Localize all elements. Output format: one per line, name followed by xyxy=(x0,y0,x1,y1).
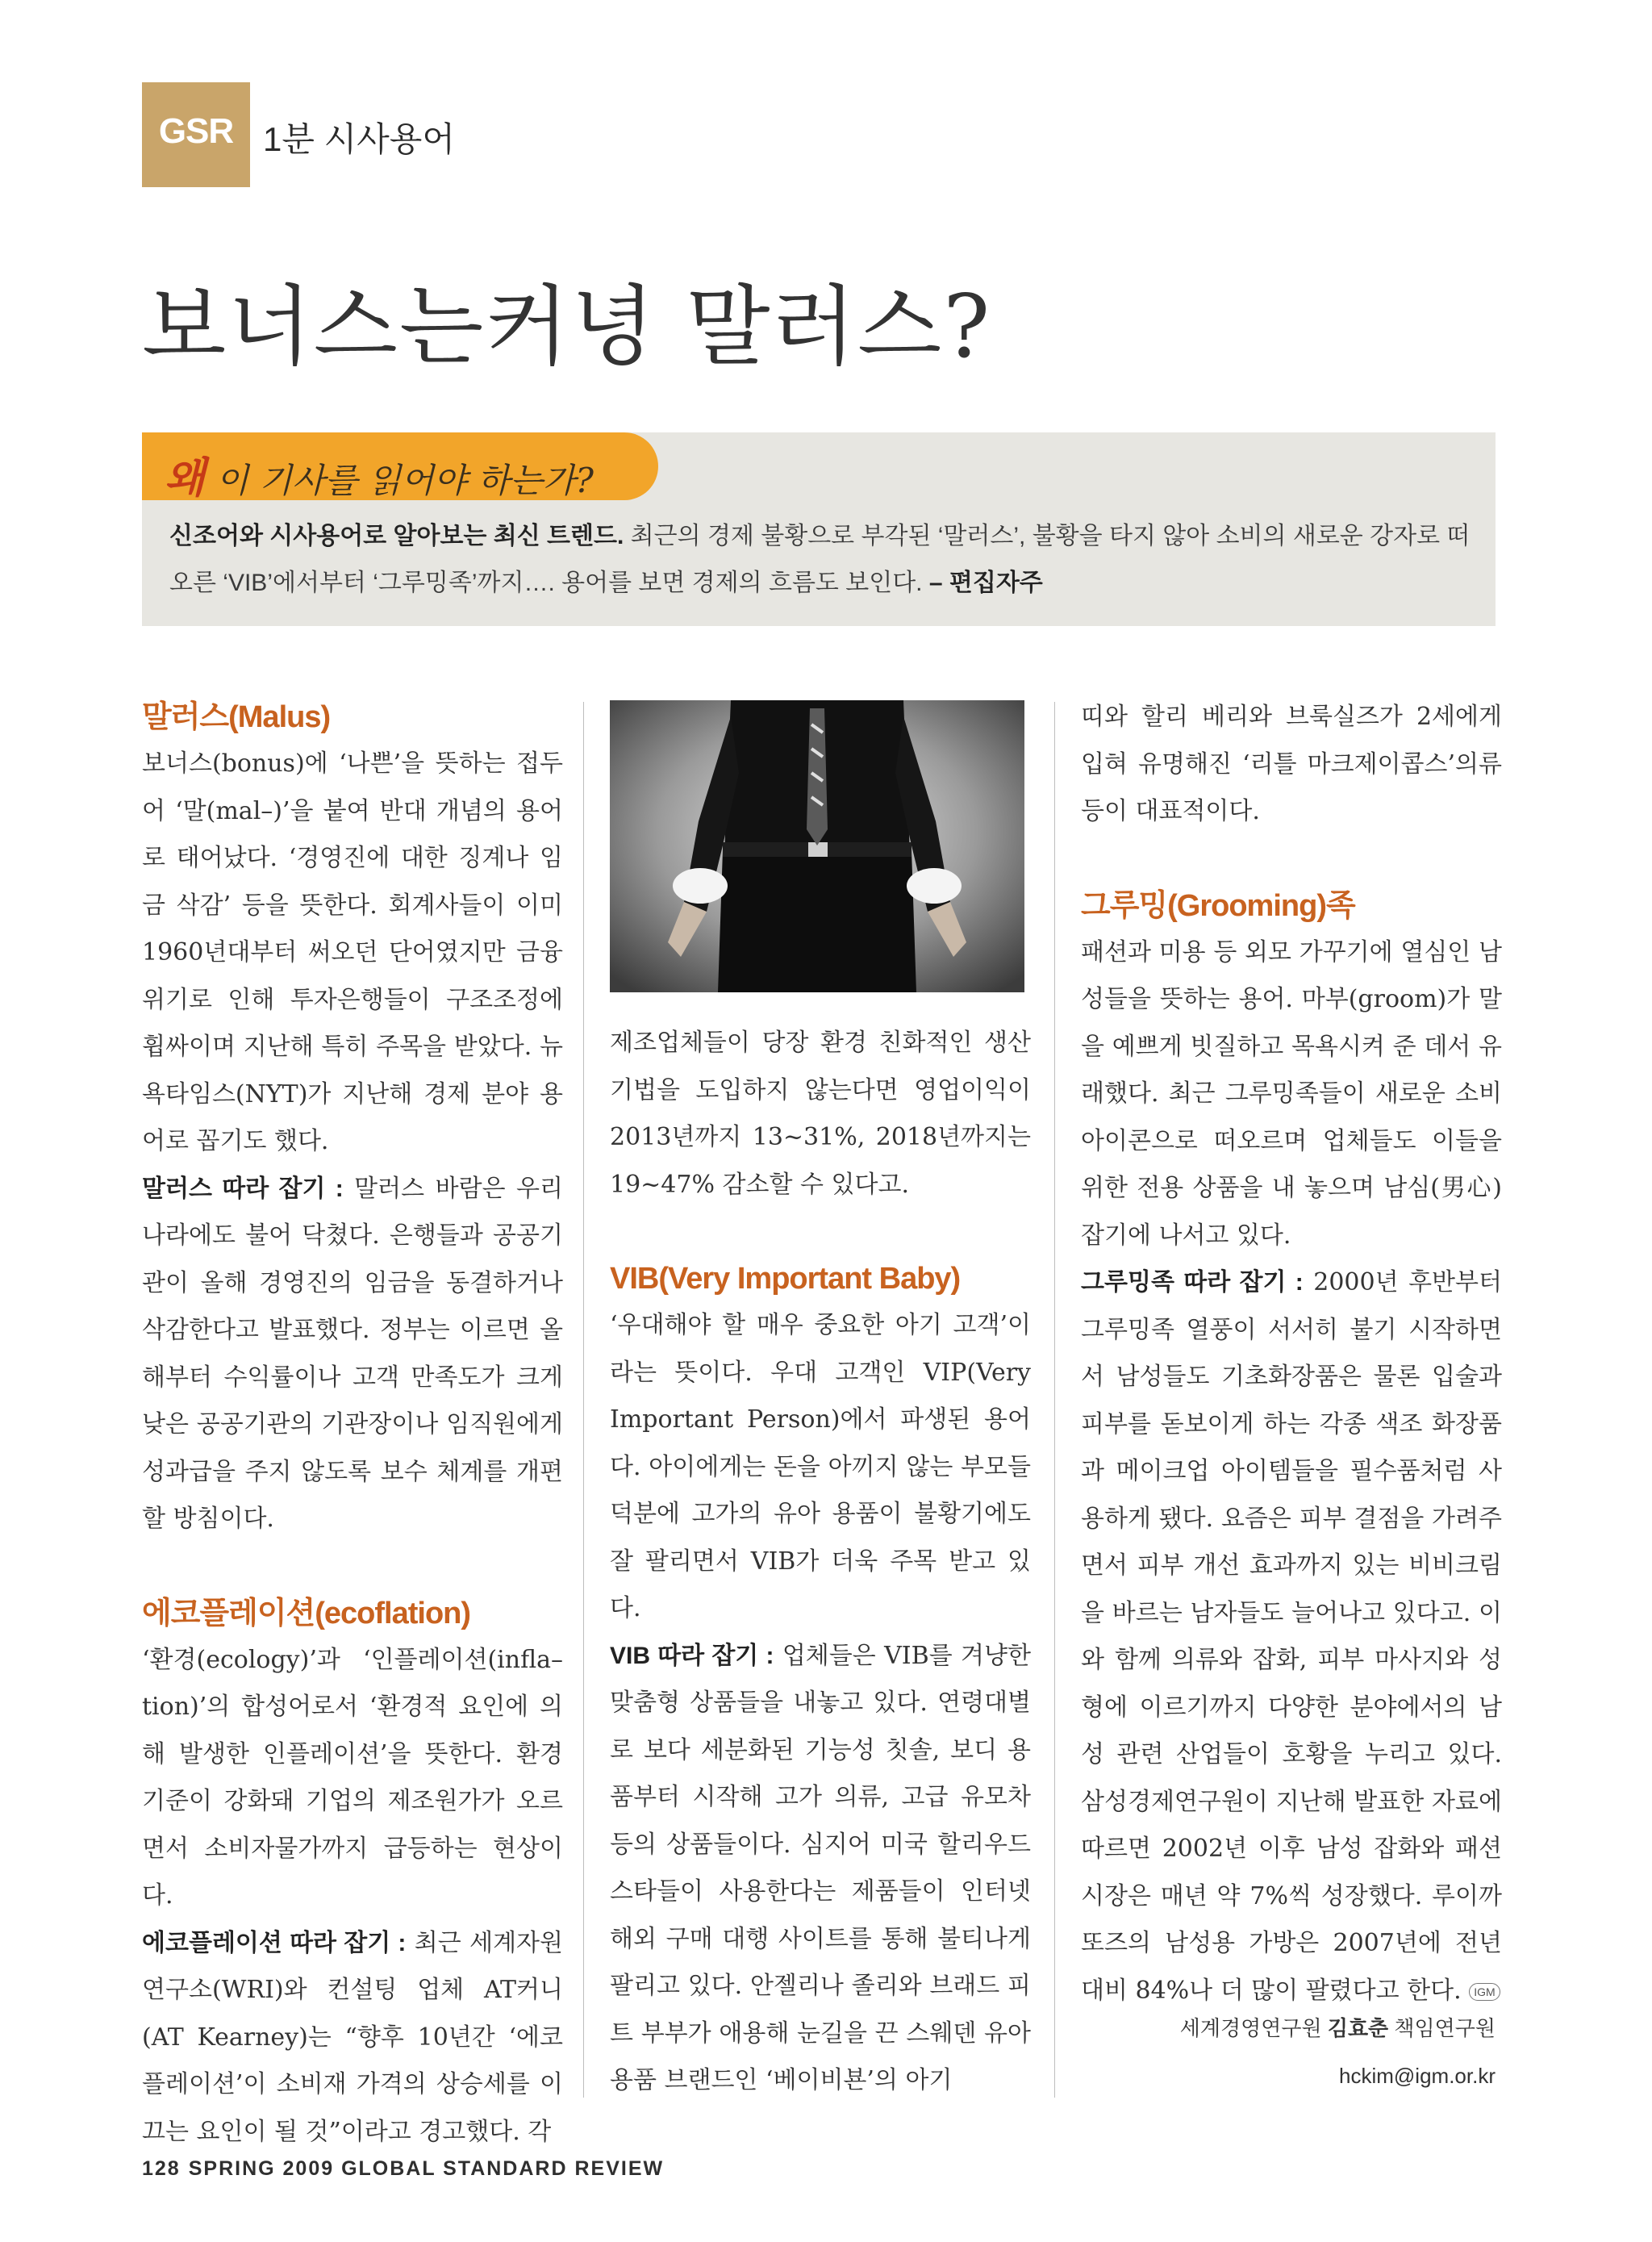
malus-follow-text: 말러스 바람은 우리나라에도 불어 닥쳤다. 은행들과 공공기관이 올해 경영진의 임금을 동결하거나 삭감한다고 발표했다. 정부는 이르면 올해부터 수익률이나 고객 만족도가 크게 낮은 공공기관의 기관장이나 임직원에게 성과급을 주지 않도록 보수 체계를 개편할 방침이다. xyxy=(142,1174,563,1533)
ecoflation-paragraph: ‘환경(ecology)’과 ‘인플레이션(infla–tion)’의 합성어로서 ‘환경적 요인에 의해 발생한 인플레이션’을 뜻한다. 환경 기준이 강화돼 기업의 제조원가가 오르면서 소비자물가까지 급등하는 현상이다. xyxy=(142,1645,563,1910)
author-credit xyxy=(1180,2012,1496,2042)
vib-heading: VIB(Very Important Baby) xyxy=(610,1262,961,1296)
author-role: 책임연구원 xyxy=(1388,2016,1496,2040)
column-2 xyxy=(610,1020,1031,2105)
vib-follow-text: 업체들은 VIB를 겨냥한 맞춤형 상품들을 내놓고 있다. 연령대별로 보다 세분화된 기능성 칫솔, 보디 용품부터 시작해 고가 의류, 고급 유모차 등의 상품들이다. 심지어 미국 할리우드 스타들이 사용한다는 제품들이 인터넷 해외 구매 대행 사이트를 통해 불티나게 팔리고 있다. 안젤리나 졸리와 브래드 피트 부부가 애용해 눈길을 끈 스웨덴 유아용품 브랜드인 ‘베이비뵨’의 아기 xyxy=(610,1641,1031,2094)
igm-mark: IGM xyxy=(1469,1983,1500,2001)
ecoflation-follow-paragraph xyxy=(142,1920,563,2156)
section-title: 1분 시사용어 xyxy=(263,120,455,158)
why-read-lead: 신조어와 시사용어로 알아보는 최신 트렌드. xyxy=(169,523,624,549)
author-name: 김효춘 xyxy=(1327,2016,1389,2040)
why-read-box xyxy=(142,432,1496,626)
why-read-text xyxy=(169,513,1476,607)
ecoflation-subheading: 에코플레이션 따라 잡기 : xyxy=(142,1929,407,1956)
page-number: 128 xyxy=(142,2157,181,2180)
grooming-paragraph: 패션과 미용 등 외모 가꾸기에 열심인 남성들을 뜻하는 용어. 마부(groom)가 말을 예쁘게 빗질하고 목욕시켜 준 데서 유래했다. 최근 그루밍족들이 새로운 소비 아이콘으로 떠오르며 업체들도 이들을 위한 전용 상품을 내 놓으며 남심(男心) 잡기에 나서고 있다. xyxy=(1081,937,1502,1250)
why-read-tab xyxy=(142,432,658,503)
empty-pockets-photo xyxy=(610,700,1024,992)
malus-follow-paragraph xyxy=(142,1166,563,1543)
column-divider xyxy=(1054,702,1055,2098)
malus-heading: 말러스(Malus) xyxy=(142,700,331,734)
why-read-title-rest: 이 기사를 읽어야 하는가? xyxy=(205,461,594,500)
malus-subheading: 말러스 따라 잡기 : xyxy=(142,1175,344,1202)
gsr-logo-box xyxy=(142,82,250,187)
vib-follow-paragraph xyxy=(610,1633,1031,2105)
column-3 xyxy=(1081,694,1502,2014)
editor-note: – 편집자주 xyxy=(922,570,1043,596)
vib-subheading: VIB 따라 잡기 : xyxy=(610,1642,774,1669)
grooming-subheading: 그루밍족 따라 잡기 : xyxy=(1081,1269,1304,1296)
why-read-title-big: 왜 xyxy=(165,453,206,503)
grooming-follow-text: 2000년 후반부터 그루밍족 열풍이 서서히 불기 시작하면서 남성들도 기초화장품은 물론 입술과 피부를 돋보이게 하는 각종 색조 화장품과 메이크업 아이템들을 필수품처럼 사용하게 됐다. 요즘은 피부 결점을 가려주면서 피부 개선 효과까지 있는 비비크림을 바르는 남자들도 늘어나고 있다고. 이와 함께 의류와 잡화, 피부 마사지와 성형에 이르기까지 다양한 분야에서의 남성 관련 산업들이 호황을 누리고 있다. 삼성경제연구원이 지난해 발표한 자료에 따르면 2002년 이후 남성 잡화와 패션 시장은 매년 약 7%씩 성장했다. 루이까또즈의 남성용 가방은 2007년에 전년 대비 84%나 더 많이 팔렸다고 한다. xyxy=(1081,1268,1502,2005)
vib-paragraph: ‘우대해야 할 매우 중요한 아기 고객’이라는 뜻이다. 우대 고객인 VIP(Very Important Person)에서 파생된 용어다. 아이에게는 돈을 아끼지 않는 부모들 덕분에 고가의 유아 용품이 불황기에도 잘 팔리면서 VIB가 더욱 주목 받고 있다. xyxy=(610,1311,1031,1622)
column-1 xyxy=(142,694,563,2156)
grooming-heading: 그루밍(Grooming)족 xyxy=(1081,888,1355,923)
gsr-logo: GSR xyxy=(158,111,234,151)
author-email: hckim@igm.or.kr xyxy=(1339,2064,1496,2088)
ecoflation-continued-paragraph: 제조업체들이 당장 환경 친화적인 생산기법을 도입하지 않는다면 영업이익이 2013년까지 13~31%, 2018년까지는 19~47% 감소할 수 있다고. xyxy=(610,1029,1031,1199)
ecoflation-heading: 에코플레이션(ecoflation) xyxy=(142,1596,471,1630)
column-divider xyxy=(583,702,584,2098)
why-read-title xyxy=(165,444,594,504)
headline: 보너스는커녕 말러스? xyxy=(142,277,992,378)
malus-paragraph: 보너스(bonus)에 ‘나쁜’을 뜻하는 접두어 ‘말(mal–)’을 붙여 반대 개념의 용어로 태어났다. ‘경영진에 대한 징계나 임금 삭감’ 등을 뜻한다. 회계사들이 이미 1960년대부터 써오던 단어였지만 금융위기로 인해 투자은행들이 구조조정에 휩싸이며 지난해 특히 주목을 받았다. 뉴욕타임스(NYT)가 지난해 경제 분야 용어로 꼽기도 했다. xyxy=(142,749,563,1155)
footer-text: SPRING 2009 GLOBAL STANDARD REVIEW xyxy=(188,2157,665,2180)
why-read-body: 최근의 경제 불황으로 부각된 ‘말러스’, 불황을 타지 않아 소비의 새로운 강자로 떠오른 ‘VIB’에서부터 ‘그루밍족’까지…. 용어를 보면 경제의 흐름도 보인다. xyxy=(169,523,1471,596)
author-org: 세계경영연구원 xyxy=(1179,2016,1328,2040)
ecoflation-follow-text: 최근 세계자원연구소(WRI)와 컨설팅 업체 AT커니(AT Kearney)는 “향후 10년간 ‘에코플레이션’이 소비재 가격의 상승세를 이끄는 요인이 될 것”이라고 경고했다. 각 xyxy=(142,1928,564,2146)
vib-continued-paragraph: 띠와 할리 베리와 브룩실즈가 2세에게 입혀 유명해진 ‘리틀 마크제이콥스’의류 등이 대표적이다. xyxy=(1081,703,1502,825)
grooming-follow-paragraph xyxy=(1081,1259,1502,2014)
page-footer xyxy=(142,2157,664,2181)
